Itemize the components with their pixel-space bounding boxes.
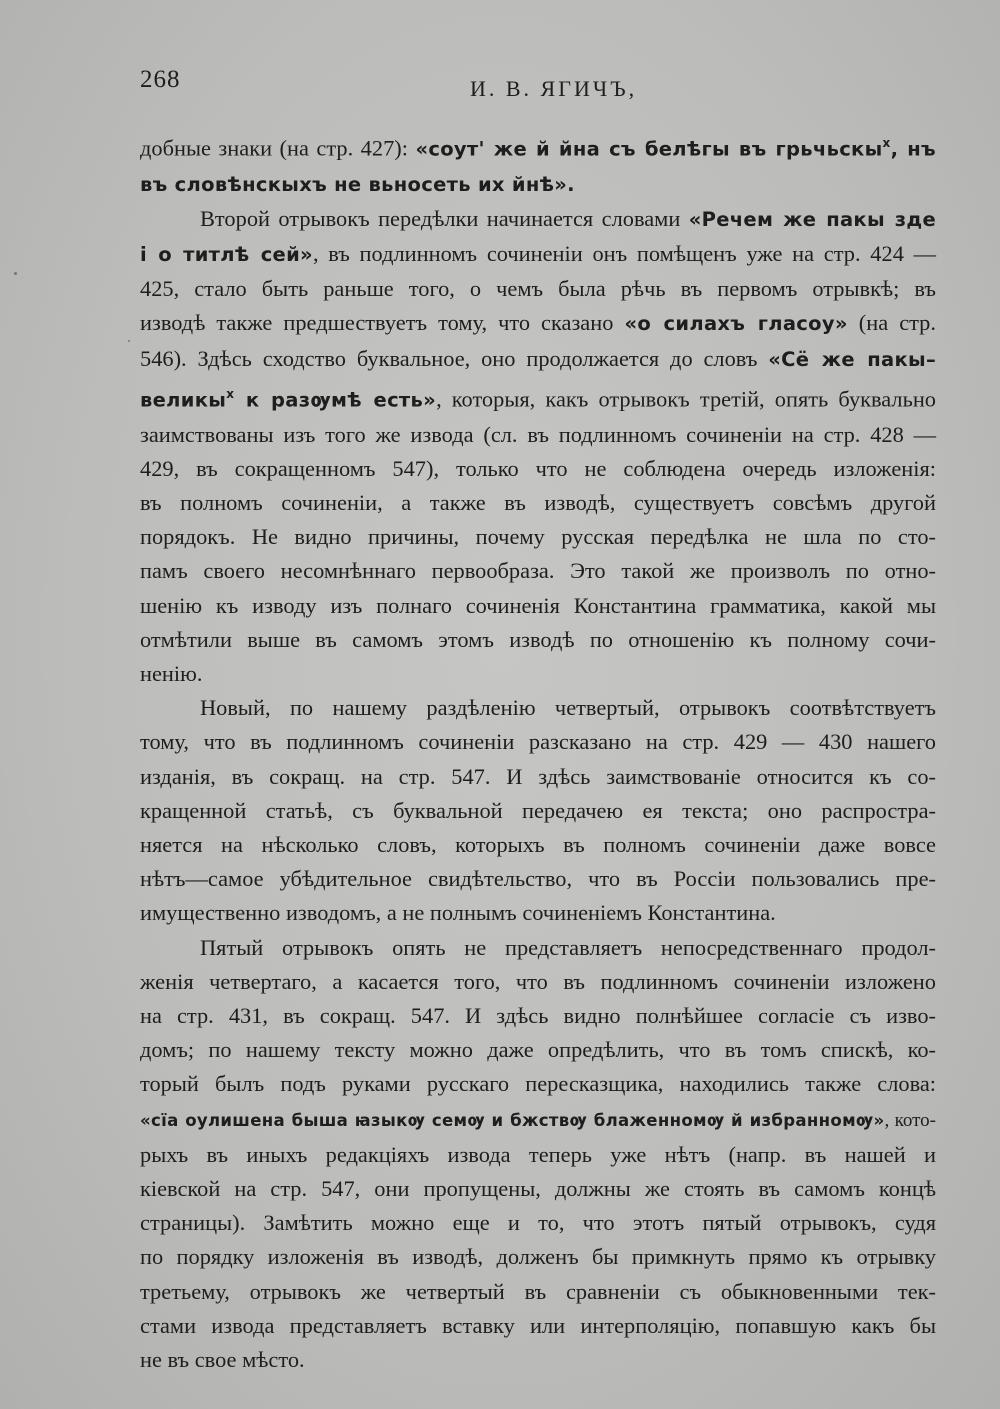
running-head: И. В. ЯГИЧЪ, (470, 76, 638, 101)
text-segment: Новый, по нашему раздѣленію четвертый, отрывокъ соотвѣтствуетъ (200, 695, 936, 721)
text-segment: изданія, въ сокращ. на стр. 547. И здѣсь заимствованіе относится къ со- (140, 763, 936, 789)
church-slavonic-quote: , нъ (890, 137, 936, 161)
text-segment: женія четвертаго, а касается того, что въ подлинномъ сочиненіи изложено (140, 968, 936, 994)
text-line (140, 725, 936, 759)
text-line (140, 1240, 936, 1274)
text-segment: (на стр. (847, 310, 936, 336)
text-segment: страницы). Замѣтить можно еще и то, что этотъ пятый отрывокъ, судя (140, 1210, 936, 1236)
text-line (140, 1138, 936, 1172)
text-line (140, 623, 936, 657)
church-slavonic-quote: «Сё же пакы– (768, 347, 936, 371)
text-line (140, 862, 936, 896)
text-segment: по порядку изложенія въ изводѣ, долженъ бы примкнуть прямо къ отрывку (140, 1244, 936, 1270)
church-slavonic-quote: въ словѣнскыхъ не вьносеть их йнѣ». (140, 172, 575, 196)
text-line (140, 167, 936, 202)
text-line (140, 520, 936, 554)
text-line (140, 1275, 936, 1309)
text-line (140, 589, 936, 623)
text-segment: изводѣ также предшествуетъ тому, что сказано (140, 310, 625, 336)
text-segment: Пятый отрывокъ опять не представляетъ непосредственнаго продол- (200, 934, 936, 960)
text-segment: 425, стало быть раньше того, о чемъ была рѣчь въ первомъ отрывкѣ; въ (140, 276, 936, 302)
text-segment: шенію къ изводу изъ полнаго сочиненія Константина грамматика, какой мы (140, 592, 936, 618)
text-segment: кращенной статьѣ, съ буквальной передачею ея текста; оно распростра- (140, 797, 936, 823)
text-line (140, 965, 936, 999)
text-segment: , въ подлинномъ сочиненіи онъ помѣщенъ уже на стр. 424 — (312, 241, 936, 267)
text-segment: домъ; по нашему тексту можно даже опредѣлить, что въ томъ спискѣ, ко- (140, 1037, 936, 1063)
church-slavonic-quote: «о силахъ гласоу» (624, 312, 848, 336)
text-line (140, 1067, 936, 1101)
page-number: 268 (140, 66, 181, 93)
text-segment: отмѣтили выше въ самомъ этомъ изводѣ по отношенію къ полному сочи- (140, 626, 936, 652)
church-slavonic-quote: і о титлѣ сей» (140, 243, 313, 267)
text-segment: стами извода представляетъ вставку или интерполяцію, попавшую какъ бы (140, 1312, 936, 1338)
text-line (140, 1102, 936, 1138)
text-line (140, 272, 936, 306)
text-line (140, 1343, 936, 1377)
text-line (140, 1033, 936, 1067)
text-line (140, 1309, 936, 1343)
text-segment: на стр. 431, въ сокращ. 547. И здѣсь видно полнѣйшее согласіе съ изво- (140, 1003, 936, 1029)
text-segment: порядокъ. Не видно причины, почему русская передѣлка не шла по сто- (140, 524, 936, 550)
church-slavonic-quote: «сїа оулишена быша ꙗзыкѹ семѹ и бжствѹ блаженномѹ й избранномѹ» (140, 1110, 885, 1130)
text-segment: тому, что въ подлинномъ сочиненіи разсказано на стр. 429 — 430 нашего (140, 729, 936, 755)
paper-speck (128, 340, 130, 342)
text-line (140, 760, 936, 794)
text-segment: памъ своего несомнѣннаго первообраза. Это такой же произволъ по отно- (140, 558, 936, 584)
text-segment: не въ свое мѣсто. (140, 1347, 305, 1373)
text-segment: Второй отрывокъ передѣлки начинается словами (200, 205, 689, 231)
text-segment: въ полномъ сочиненіи, а также въ изводѣ, существуетъ совсѣмъ другой (140, 489, 936, 515)
text-segment: 429, въ сокращенномъ 547), только что не соблюдена очередь изложенія: (140, 455, 936, 481)
text-line (140, 1206, 936, 1240)
text-line (140, 237, 936, 272)
text-segment: ненію. (140, 660, 203, 686)
church-slavonic-quote: к разѹмѣ есть» (234, 388, 437, 412)
text-line (140, 794, 936, 828)
text-line (140, 896, 936, 930)
text-line (140, 554, 936, 588)
text-line (140, 828, 936, 862)
church-slavonic-quote: «соут' же й йна съ белѣгы въ грьчьскы (415, 137, 883, 161)
text-segment: имущественно изводомъ, а не полнымъ сочиненіемъ Константина. (140, 900, 776, 926)
text-line (140, 691, 936, 725)
text-segment: заимствованы изъ того же извода (сл. въ подлинномъ сочиненіи на стр. 428 — (140, 421, 936, 447)
text-line (140, 999, 936, 1033)
text-line (140, 452, 936, 486)
church-slavonic-quote: х (882, 136, 891, 150)
text-line (140, 377, 936, 418)
paper-speck (14, 272, 17, 275)
text-segment: кіевской на стр. 547, они пропущены, должны же стоять въ самомъ концѣ (140, 1176, 936, 1202)
text-segment: рыхъ въ иныхъ редакціяхъ извода теперь уже нѣтъ (напр. въ нашей и (140, 1141, 936, 1167)
text-line (140, 126, 936, 167)
text-line (140, 1172, 936, 1206)
text-segment: няется на нѣсколько словъ, которыхъ въ полномъ сочиненіи даже вовсе (140, 832, 936, 857)
text-line (140, 486, 936, 520)
text-line (140, 202, 936, 237)
text-line (140, 342, 936, 377)
text-segment: , которыя, какъ отрывокъ третій, опять буквально (436, 386, 936, 412)
text-line (140, 418, 936, 452)
body-text (140, 126, 936, 1377)
text-segment: нѣтъ—самое убѣдительное свидѣтельство, что въ Россіи пользовались пре- (140, 866, 936, 892)
text-segment: 546). Здѣсь сходство буквальное, оно продолжается до словъ (140, 345, 769, 371)
text-segment: добные знаки (на стр. 427): (140, 135, 416, 161)
church-slavonic-quote: великы (140, 388, 227, 412)
page-header (140, 66, 940, 106)
text-segment: торый былъ подъ руками русскаго пересказщика, находились также слова: (140, 1071, 936, 1097)
church-slavonic-quote: х (226, 386, 235, 401)
text-line (140, 306, 936, 341)
text-line (140, 931, 936, 965)
text-line (140, 657, 936, 691)
text-segment: , кото- (884, 1109, 937, 1131)
church-slavonic-quote: «Речем же пакы зде (688, 207, 936, 231)
text-segment: третьему, отрывокъ же четвертый въ сравненіи съ обыкновенными тек- (140, 1278, 936, 1304)
